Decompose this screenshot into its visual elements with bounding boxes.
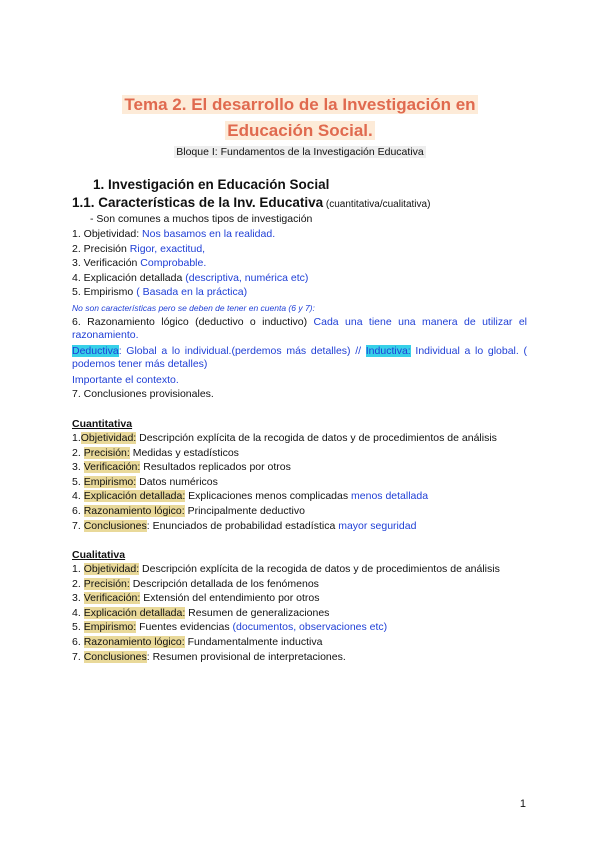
cualitativa-item — [72, 621, 387, 634]
cualitativa-item — [72, 636, 322, 649]
item-number: 7. — [72, 519, 84, 532]
item-key: Precisión: — [83, 446, 130, 459]
item-text: Descripción explícita de la recogida de datos y de procedimientos de análisis — [139, 563, 500, 575]
characteristic-item — [72, 243, 205, 256]
cualitativa-item — [72, 578, 319, 591]
characteristic-label: 2. Precisión — [72, 242, 130, 255]
item-number: 6. — [72, 636, 84, 648]
item-text: : Enunciados de probabilidad estadística — [146, 519, 339, 532]
item-number: 3. — [72, 592, 84, 605]
cualitativa-item — [72, 651, 346, 664]
characteristic-item — [72, 257, 206, 270]
characteristic-label: 4. Explicación detallada — [72, 271, 186, 284]
characteristic-item — [72, 272, 308, 285]
item-key: Verificación: — [83, 592, 141, 605]
item-text: Principalmente deductivo — [184, 505, 305, 517]
document-title — [100, 92, 500, 144]
characteristic-value: ( Basada en la práctica) — [136, 286, 248, 299]
item-7: 7. Conclusiones provisionales. — [72, 388, 214, 400]
item-key: Conclusiones — [83, 519, 147, 532]
cuantitativa-item — [72, 490, 428, 503]
title-line-2: Educación Social. — [227, 121, 373, 140]
item-number: 2. — [72, 446, 84, 459]
note: No son características pero se deben de tener en cuenta (6 y 7): — [72, 303, 315, 313]
item-text: Fuentes evidencias — [136, 621, 233, 634]
item-text: Resultados replicados por otros — [140, 461, 291, 474]
item-number: 1. — [72, 563, 84, 575]
item-text: Fundamentalmente inductiva — [184, 636, 323, 648]
item-key: Precisión: — [83, 577, 130, 590]
characteristic-value: Comprobable. — [140, 257, 207, 270]
item-text: Explicaciones menos complicadas — [185, 490, 352, 503]
item-blue: menos detallada — [351, 490, 429, 503]
cualitativa-item — [72, 592, 320, 605]
item-key: Razonamiento lógico: — [83, 505, 185, 517]
item-text: Descripción explícita de la recogida de datos y de procedimientos de análisis — [136, 432, 497, 444]
item-number: 5. — [72, 475, 84, 488]
item-text: Extensión del entendimiento por otros — [140, 592, 320, 605]
item-number: 6. — [72, 505, 84, 517]
characteristic-value: Rigor, exactitud, — [129, 242, 206, 255]
item-number: 4. — [72, 606, 84, 619]
item-6: 6. Razonamiento lógico (deductivo o inductivo) Cada una tiene una manera de utilizar el razonamiento. — [72, 316, 528, 341]
item-key: Explicación detallada: — [83, 490, 186, 503]
item-number: 4. — [72, 490, 84, 503]
heading-1: 1. Investigación en Educación Social — [93, 177, 330, 192]
item-key: Conclusiones — [83, 650, 147, 663]
cualitativa-title: Cualitativa — [72, 549, 126, 561]
item-number: 1. — [72, 432, 81, 444]
item-text: Resumen de generalizaciones — [185, 606, 330, 619]
characteristic-value: (descriptiva, numérica etc) — [185, 271, 309, 284]
deductiva-inductiva: Deductiva: Global a lo individual.(perdemos más detalles) // Inductiva: Individual a lo global. ( podemos tener más detalles) — [72, 345, 527, 370]
item-key: Objetividad: — [83, 563, 140, 575]
item-key: Empirismo: — [83, 475, 137, 488]
bullet-item: - Son comunes a muchos tipos de investigación — [90, 213, 313, 225]
item-blue: mayor seguridad — [338, 519, 417, 532]
item-key: Explicación detallada: — [83, 606, 186, 619]
cuantitativa-item — [72, 447, 239, 460]
cualitativa-item — [72, 563, 500, 576]
item-number: 2. — [72, 577, 84, 590]
item-text: Datos numéricos — [136, 475, 218, 488]
title-line-1: Tema 2. El desarrollo de la Investigación en — [124, 95, 476, 114]
item-number: 5. — [72, 621, 84, 634]
cuantitativa-item — [72, 432, 497, 445]
item-blue: (documentos, observaciones etc) — [232, 621, 388, 634]
item-key: Razonamiento lógico: — [83, 636, 185, 648]
cuantitativa-title: Cuantitativa — [72, 418, 133, 430]
item-key: Verificación: — [83, 461, 141, 474]
cuantitativa-item — [72, 461, 291, 474]
characteristic-item — [72, 228, 275, 241]
page-number: 1 — [519, 798, 526, 810]
item-text: : Resumen provisional de interpretaciones. — [146, 650, 346, 663]
item-key: Empirismo: — [83, 621, 137, 634]
characteristic-value: Nos basamos en la realidad. — [142, 228, 276, 240]
item-number: 7. — [72, 650, 84, 663]
item-text: Medidas y estadísticos — [129, 446, 239, 459]
cuantitativa-item — [72, 505, 305, 518]
item-key: Objetividad: — [80, 432, 137, 444]
characteristic-label: 3. Verificación — [72, 257, 141, 270]
characteristic-label: 5. Empirismo — [72, 286, 137, 299]
characteristic-item — [72, 286, 247, 299]
heading-1-1: 1.1. Características de la Inv. Educativa (cuantitativa/cualitativa) — [72, 195, 431, 210]
item-number: 3. — [72, 461, 84, 474]
cuantitativa-item — [72, 520, 416, 533]
characteristic-label: 1. Objetividad: — [72, 228, 143, 240]
cualitativa-item — [72, 607, 329, 620]
item-text: Descripción detallada de los fenómenos — [129, 577, 319, 590]
subtitle: Bloque I: Fundamentos de la Investigación Educativa — [176, 146, 424, 158]
context-note: Importante el contexto. — [72, 374, 179, 386]
cuantitativa-item — [72, 476, 218, 489]
